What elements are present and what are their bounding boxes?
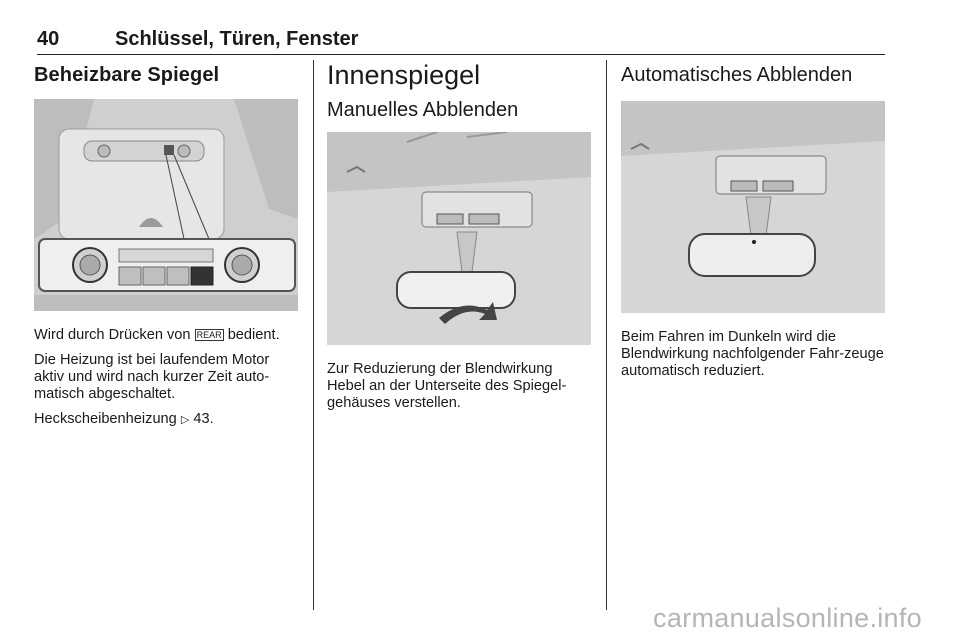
section-heading: Beheizbare Spiegel — [34, 64, 220, 86]
cross-reference — [34, 411, 300, 429]
column-divider — [313, 60, 314, 610]
section-interior-mirror — [327, 56, 593, 412]
section-subheading: Manuelles Abblenden — [327, 99, 519, 121]
chapter-title: Schlüssel, Türen, Fenster — [115, 28, 359, 50]
page-number: 40 — [37, 28, 60, 50]
page-reference-icon: ▷ — [180, 414, 190, 426]
automatic-dimming-mirror-illustration — [621, 101, 885, 313]
page-header — [37, 28, 885, 55]
rear-window-heat-icon: REAR — [196, 330, 222, 340]
instruction-text-part: bedient. — [227, 327, 280, 343]
section-heading: Automatisches Abblenden — [621, 64, 853, 86]
instruction-text-part: Wird durch Drücken von — [34, 327, 191, 343]
section-heated-mirrors — [34, 56, 300, 429]
instruction-text — [34, 327, 300, 344]
climate-control-illustration — [34, 99, 298, 311]
cross-reference-page: 43. — [193, 411, 214, 427]
cross-reference-label: Heckscheibenheizung — [34, 411, 177, 427]
section-heading: Innenspiegel — [327, 60, 481, 90]
manual-dimming-mirror-illustration — [327, 132, 591, 345]
column-divider — [606, 60, 607, 610]
body-text: Die Heizung ist bei laufendem Motor aktiv und wird nach kurzer Zeit auto-matisch abgeschaltet. — [34, 352, 270, 402]
body-text: Zur Reduzierung der Blendwirkung Hebel an der Unterseite des Spiegel-gehäuses verstellen. — [327, 361, 567, 411]
body-text: Beim Fahren im Dunkeln wird die Blendwirkung nachfolgender Fahr-zeuge automatisch reduziert. — [621, 329, 884, 379]
watermark: carmanualsonline.info — [653, 603, 922, 633]
section-automatic-dimming — [621, 56, 887, 380]
